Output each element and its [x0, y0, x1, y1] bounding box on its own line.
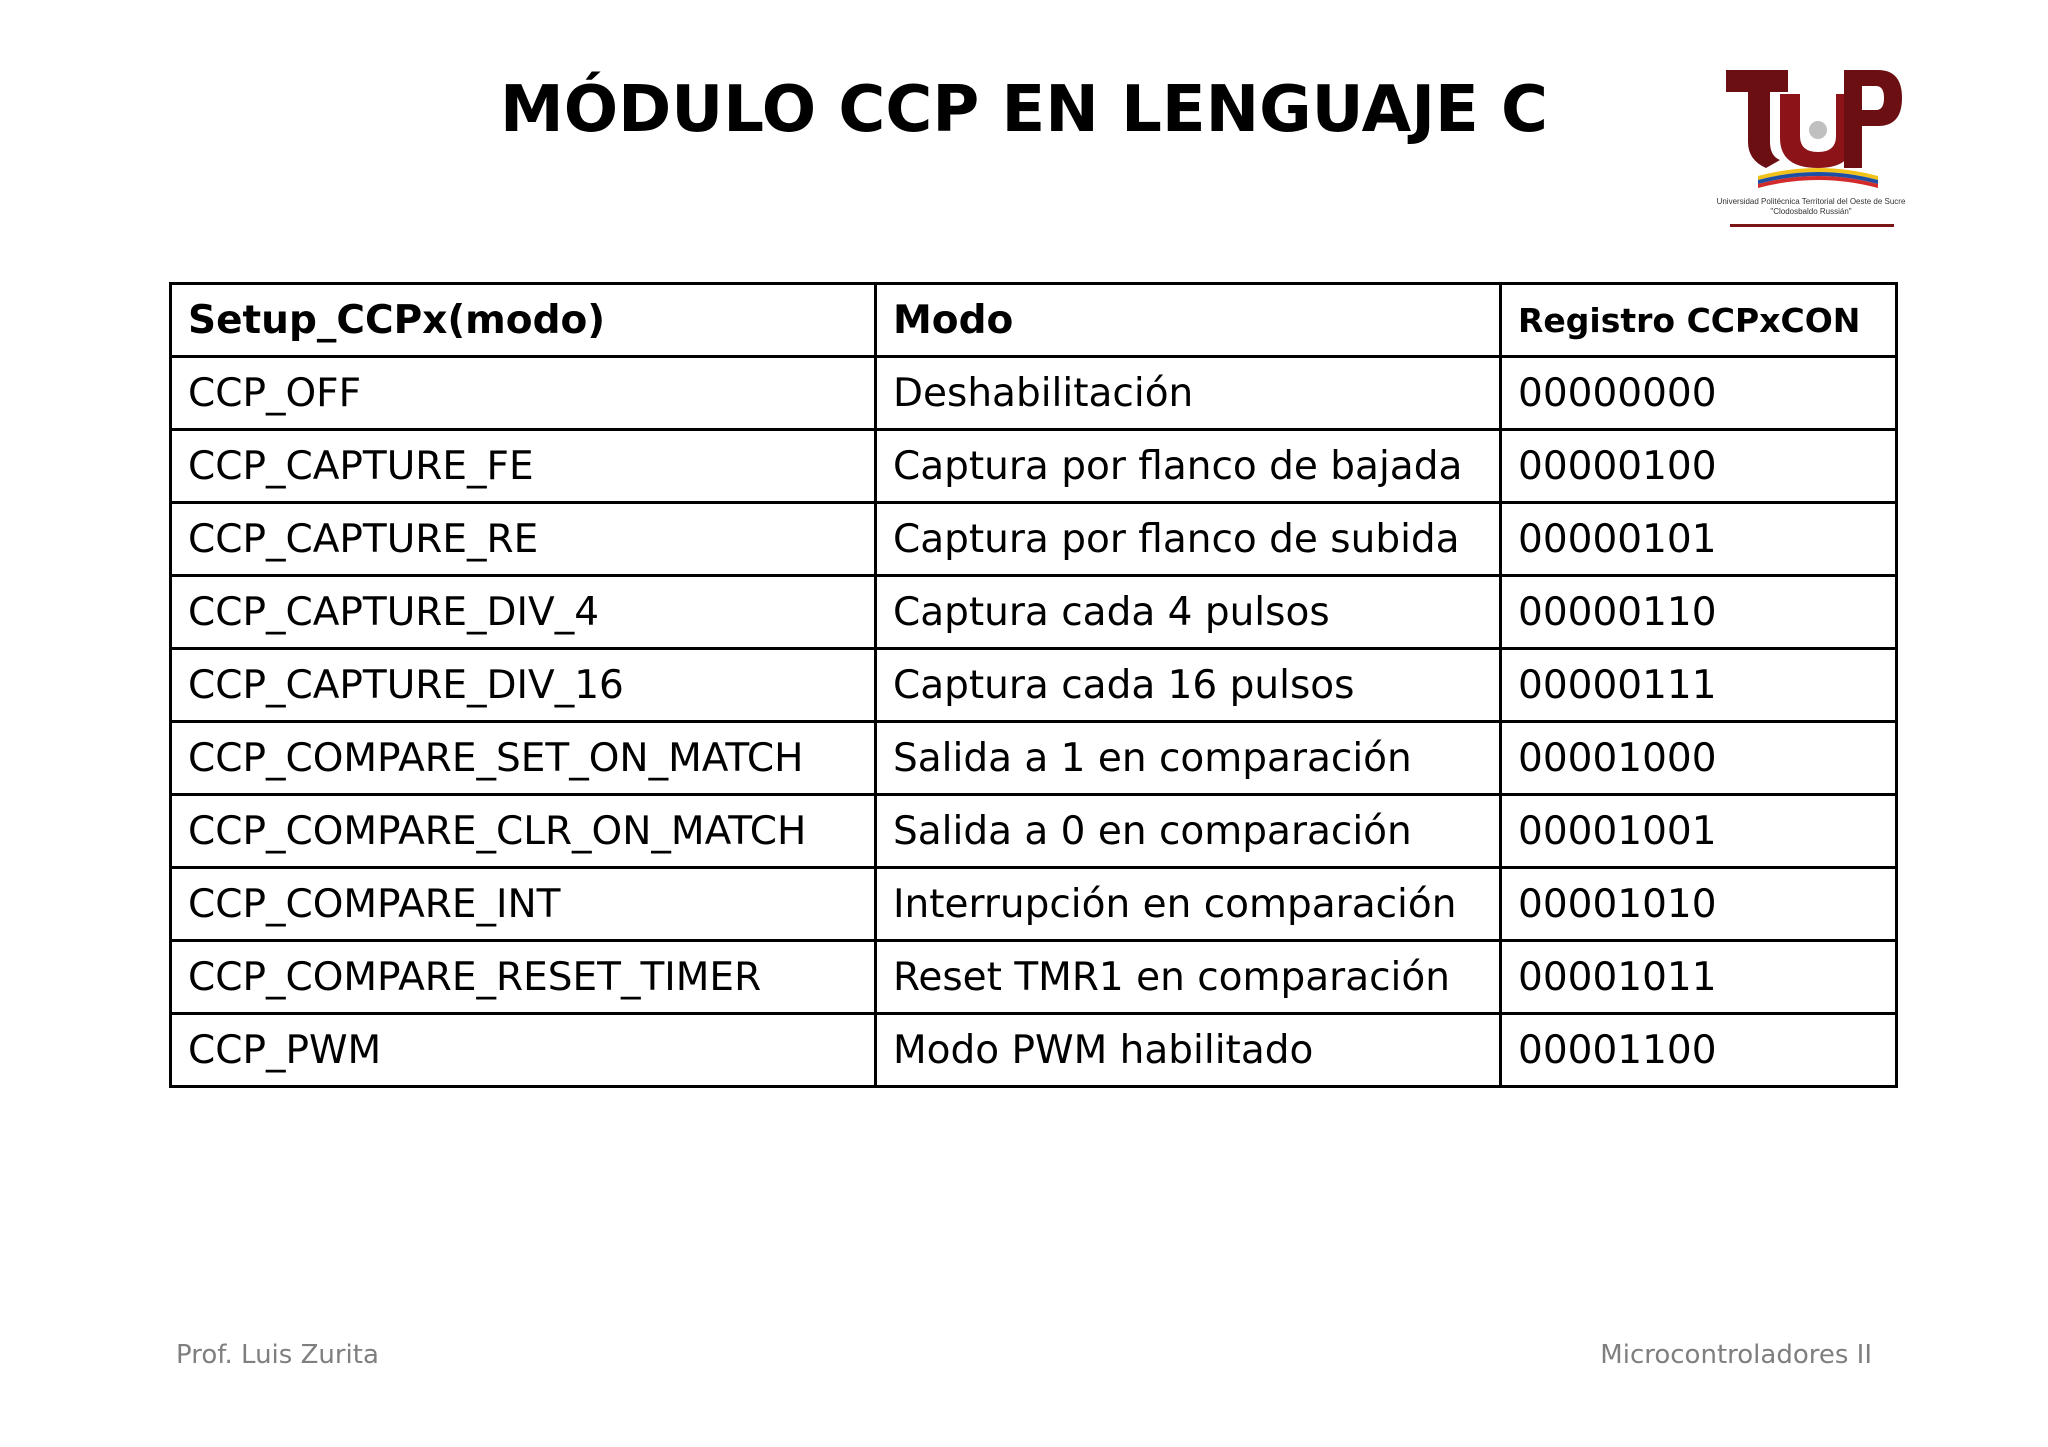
footer-author: Prof. Luis Zurita — [176, 1340, 379, 1370]
mode-cell: Salida a 0 en comparación — [876, 795, 1501, 868]
table-row — [171, 722, 1897, 795]
mode-cell: Interrupción en comparación — [876, 868, 1501, 941]
table-row — [171, 941, 1897, 1014]
table-row — [171, 576, 1897, 649]
mode-cell: Modo PWM habilitado — [876, 1014, 1501, 1087]
table-row — [171, 430, 1897, 503]
ccp-modes-table — [169, 282, 1898, 1088]
logo-caption-line1: Universidad Politécnica Territorial del Oeste de Sucre — [1716, 197, 1906, 206]
setup-cell: CCP_CAPTURE_FE — [171, 430, 876, 503]
table-row — [171, 868, 1897, 941]
register-cell: 00001100 — [1501, 1014, 1897, 1087]
table-row — [171, 649, 1897, 722]
register-cell: 00000110 — [1501, 576, 1897, 649]
table-row — [171, 503, 1897, 576]
logo-caption-line2: "Clodosbaldo Russián" — [1770, 207, 1852, 216]
setup-cell: CCP_COMPARE_INT — [171, 868, 876, 941]
mode-cell: Captura cada 4 pulsos — [876, 576, 1501, 649]
register-cell: 00000111 — [1501, 649, 1897, 722]
logo-caption — [1710, 197, 1912, 217]
table-row — [171, 795, 1897, 868]
setup-cell: CCP_COMPARE_RESET_TIMER — [171, 941, 876, 1014]
mode-cell: Deshabilitación — [876, 357, 1501, 430]
register-cell: 00001011 — [1501, 941, 1897, 1014]
logo-letter-p — [1844, 70, 1902, 168]
mode-cell: Salida a 1 en comparación — [876, 722, 1501, 795]
table-header-row — [171, 284, 1897, 357]
footer-course: Microcontroladores II — [1600, 1340, 1872, 1370]
register-cell: 00000100 — [1501, 430, 1897, 503]
setup-cell: CCP_CAPTURE_DIV_4 — [171, 576, 876, 649]
setup-cell: CCP_COMPARE_CLR_ON_MATCH — [171, 795, 876, 868]
register-cell: 00000000 — [1501, 357, 1897, 430]
table-row — [171, 1014, 1897, 1087]
setup-cell: CCP_OFF — [171, 357, 876, 430]
logo-letter-t — [1726, 70, 1788, 168]
table-row — [171, 357, 1897, 430]
header-setup: Setup_CCPx(modo) — [171, 284, 876, 357]
mode-cell: Captura cada 16 pulsos — [876, 649, 1501, 722]
setup-cell: CCP_CAPTURE_DIV_16 — [171, 649, 876, 722]
mode-cell: Captura por flanco de subida — [876, 503, 1501, 576]
mode-cell: Reset TMR1 en comparación — [876, 941, 1501, 1014]
header-register: Registro CCPxCON — [1501, 284, 1897, 357]
header-mode: Modo — [876, 284, 1501, 357]
setup-cell: CCP_CAPTURE_RE — [171, 503, 876, 576]
register-cell: 00001001 — [1501, 795, 1897, 868]
register-cell: 00000101 — [1501, 503, 1897, 576]
setup-cell: CCP_PWM — [171, 1014, 876, 1087]
register-cell: 00001010 — [1501, 868, 1897, 941]
register-cell: 00001000 — [1501, 722, 1897, 795]
logo-underline — [1730, 224, 1894, 227]
setup-cell: CCP_COMPARE_SET_ON_MATCH — [171, 722, 876, 795]
mode-cell: Captura por flanco de bajada — [876, 430, 1501, 503]
slide-title: MÓDULO CCP EN LENGUAJE C — [500, 73, 1548, 147]
logo-dot — [1809, 121, 1827, 139]
